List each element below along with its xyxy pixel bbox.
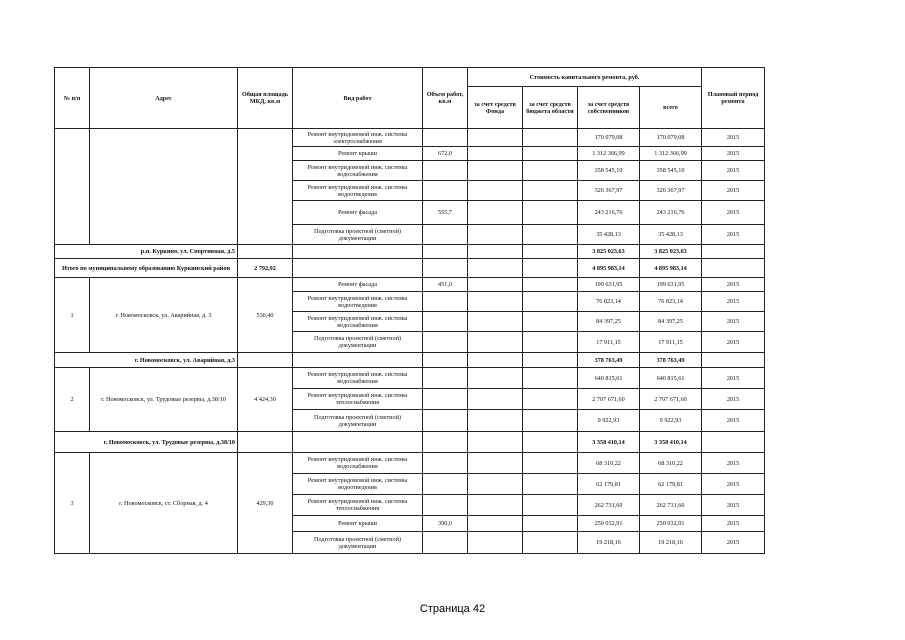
area-cell — [238, 129, 293, 245]
region-total-area: 2 792,92 — [238, 259, 293, 278]
fund-cell — [468, 129, 523, 147]
period-cell: 2015 — [702, 129, 765, 147]
period-cell: 2015 — [702, 292, 765, 312]
own-funds-cell: 199 631,95 — [578, 278, 640, 292]
subtotal-address-cell: г. Новомосковск, ул. Трудовые резервы, д.38/10 — [55, 432, 238, 453]
own-funds-cell: 326 367,97 — [578, 181, 640, 201]
fund-cell — [468, 495, 523, 516]
period-cell: 2015 — [702, 410, 765, 432]
area-cell — [238, 432, 293, 453]
header-budget: за счет средств бюджета области — [523, 87, 578, 129]
work-type-cell — [293, 259, 423, 278]
budget-cell — [523, 181, 578, 201]
total-cell: 170 079,08 — [640, 129, 702, 147]
volume-cell: 555,7 — [423, 201, 468, 225]
address-cell: г. Новомосковск, ул. Аварийная, д. 3 — [90, 278, 238, 353]
period-cell: 2015 — [702, 147, 765, 161]
period-cell: 2015 — [702, 516, 765, 532]
budget-cell — [523, 474, 578, 495]
subtotal-address-cell: г. Новомосковск, ул. Аварийная, д.3 — [55, 353, 238, 368]
own-funds-cell: 35 428,13 — [578, 225, 640, 245]
own-funds-cell: 170 079,08 — [578, 129, 640, 147]
address-subtotal-row — [55, 245, 765, 259]
period-cell: 2015 — [702, 312, 765, 332]
period-cell: 2015 — [702, 453, 765, 474]
volume-cell — [423, 161, 468, 181]
budget-cell — [523, 368, 578, 389]
period-cell: 2015 — [702, 225, 765, 245]
volume-cell — [423, 389, 468, 410]
own-funds-cell: 3 358 410,14 — [578, 432, 640, 453]
volume-cell: 390,0 — [423, 516, 468, 532]
budget-cell — [523, 292, 578, 312]
budget-cell — [523, 410, 578, 432]
address-cell: г. Новомосковск, ул. Трудовые резервы, д.38/10 — [90, 368, 238, 432]
volume-cell — [423, 353, 468, 368]
work-type-cell: Ремонт крыши — [293, 516, 423, 532]
period-cell: 2015 — [702, 181, 765, 201]
volume-cell — [423, 453, 468, 474]
fund-cell — [468, 225, 523, 245]
budget-cell — [523, 225, 578, 245]
own-funds-cell: 76 823,14 — [578, 292, 640, 312]
fund-cell — [468, 181, 523, 201]
area-cell: 429,30 — [238, 453, 293, 554]
work-type-cell: Ремонт внутридомовой инж. системы водоотведения — [293, 292, 423, 312]
volume-cell — [423, 292, 468, 312]
work-type-cell — [293, 353, 423, 368]
own-funds-cell: 1 312 366,99 — [578, 147, 640, 161]
fund-cell — [468, 312, 523, 332]
total-cell: 199 631,95 — [640, 278, 702, 292]
area-cell — [238, 245, 293, 259]
header-row — [55, 68, 765, 87]
budget-cell — [523, 312, 578, 332]
header-area: Общая площадь МКД, кв.м — [238, 68, 293, 129]
region-total-own: 4 895 983,14 — [578, 259, 640, 278]
fund-cell — [468, 259, 523, 278]
volume-cell — [423, 312, 468, 332]
work-type-cell: Подготовка проектной (сметной) документации — [293, 332, 423, 353]
work-type-cell: Ремонт фасада — [293, 201, 423, 225]
work-type-cell: Ремонт фасада — [293, 278, 423, 292]
volume-cell — [423, 410, 468, 432]
fund-cell — [468, 432, 523, 453]
period-cell: 2015 — [702, 495, 765, 516]
subtotal-address-cell: р.п. Куркино, ул. Спортивная, д.5 — [55, 245, 238, 259]
volume-cell: 451,0 — [423, 278, 468, 292]
work-type-cell: Ремонт внутридомовой инж. системы водоотведения — [293, 181, 423, 201]
own-funds-cell: 262 731,60 — [578, 495, 640, 516]
budget-cell — [523, 161, 578, 181]
own-funds-cell: 84 397,25 — [578, 312, 640, 332]
volume-cell — [423, 225, 468, 245]
own-funds-cell: 17 911,15 — [578, 332, 640, 353]
period-cell: 2015 — [702, 368, 765, 389]
address-subtotal-row — [55, 353, 765, 368]
fund-cell — [468, 532, 523, 554]
total-cell: 262 731,60 — [640, 495, 702, 516]
header-work-type: Вид работ — [293, 68, 423, 129]
header-volume: Объем работ, кв.м — [423, 68, 468, 129]
num-cell — [55, 129, 90, 245]
total-cell: 243 216,76 — [640, 201, 702, 225]
area-cell: 4 424,30 — [238, 368, 293, 432]
volume-cell — [423, 474, 468, 495]
total-cell: 326 367,97 — [640, 181, 702, 201]
period-cell: 2015 — [702, 201, 765, 225]
repair-plan-table — [54, 67, 765, 554]
fund-cell — [468, 389, 523, 410]
own-funds-cell: 243 216,76 — [578, 201, 640, 225]
volume-cell — [423, 332, 468, 353]
header-period: Плановый период ремонта — [702, 68, 765, 129]
own-funds-cell: 378 763,49 — [578, 353, 640, 368]
period-cell — [702, 353, 765, 368]
volume-cell — [423, 259, 468, 278]
header-fund: за счет средств Фонда — [468, 87, 523, 129]
total-cell: 19 218,16 — [640, 532, 702, 554]
total-cell: 2 707 671,60 — [640, 389, 702, 410]
header-total: всего — [640, 87, 702, 129]
fund-cell — [468, 332, 523, 353]
budget-cell — [523, 147, 578, 161]
work-type-cell: Ремонт внутридомовой инж. системы водоснабжения — [293, 453, 423, 474]
budget-cell — [523, 201, 578, 225]
period-cell — [702, 432, 765, 453]
header-address: Адрес — [90, 68, 238, 129]
total-cell: 84 397,25 — [640, 312, 702, 332]
total-cell: 1 312 366,99 — [640, 147, 702, 161]
work-type-cell: Подготовка проектной (сметной) документации — [293, 225, 423, 245]
period-cell: 2015 — [702, 389, 765, 410]
own-funds-cell: 3 825 023,63 — [578, 245, 640, 259]
fund-cell — [468, 161, 523, 181]
table-row — [55, 129, 765, 147]
budget-cell — [523, 516, 578, 532]
fund-cell — [468, 278, 523, 292]
own-funds-cell: 2 707 671,60 — [578, 389, 640, 410]
total-cell: 9 922,93 — [640, 410, 702, 432]
page-number: Страница 42 — [419, 603, 486, 615]
period-cell: 2015 — [702, 278, 765, 292]
budget-cell — [523, 389, 578, 410]
own-funds-cell: 250 032,91 — [578, 516, 640, 532]
total-cell: 62 179,81 — [640, 474, 702, 495]
fund-cell — [468, 410, 523, 432]
work-type-cell: Ремонт внутридомовой инж. системы водоотведения — [293, 474, 423, 495]
own-funds-cell: 19 218,16 — [578, 532, 640, 554]
budget-cell — [523, 532, 578, 554]
header-own: за счет средств собственников — [578, 87, 640, 129]
table-row — [55, 453, 765, 474]
num-cell: 3 — [55, 453, 90, 554]
volume-cell — [423, 181, 468, 201]
own-funds-cell: 9 922,93 — [578, 410, 640, 432]
volume-cell: 672,0 — [423, 147, 468, 161]
work-type-cell: Ремонт внутридомовой инж. системы теплоснабжения — [293, 389, 423, 410]
own-funds-cell: 640 815,61 — [578, 368, 640, 389]
total-cell: 17 911,15 — [640, 332, 702, 353]
area-cell — [238, 353, 293, 368]
period-cell: 2015 — [702, 532, 765, 554]
total-cell: 3 358 410,14 — [640, 432, 702, 453]
own-funds-cell: 68 310,22 — [578, 453, 640, 474]
work-type-cell: Ремонт внутридомовой инж. системы теплоснабжения — [293, 495, 423, 516]
area-cell: 530,40 — [238, 278, 293, 353]
work-type-cell: Подготовка проектной (сметной) документации — [293, 410, 423, 432]
own-funds-cell: 358 545,10 — [578, 161, 640, 181]
num-cell: 1 — [55, 278, 90, 353]
total-cell: 250 032,91 — [640, 516, 702, 532]
volume-cell — [423, 495, 468, 516]
budget-cell — [523, 332, 578, 353]
work-type-cell: Ремонт внутридомовой инж. системы водоснабжения — [293, 368, 423, 389]
total-cell: 640 815,61 — [640, 368, 702, 389]
volume-cell — [423, 368, 468, 389]
period-cell: 2015 — [702, 161, 765, 181]
budget-cell — [523, 432, 578, 453]
fund-cell — [468, 453, 523, 474]
volume-cell — [423, 245, 468, 259]
total-cell: 358 545,10 — [640, 161, 702, 181]
fund-cell — [468, 292, 523, 312]
num-cell: 2 — [55, 368, 90, 432]
budget-cell — [523, 259, 578, 278]
fund-cell — [468, 245, 523, 259]
work-type-cell: Ремонт внутридомовой инж. системы водоснабжения — [293, 161, 423, 181]
budget-cell — [523, 129, 578, 147]
budget-cell — [523, 353, 578, 368]
fund-cell — [468, 201, 523, 225]
address-subtotal-row — [55, 432, 765, 453]
total-cell: 76 823,14 — [640, 292, 702, 312]
total-cell: 3 825 023,63 — [640, 245, 702, 259]
total-cell: 68 310,22 — [640, 453, 702, 474]
work-type-cell — [293, 432, 423, 453]
period-cell: 2015 — [702, 474, 765, 495]
table-row — [55, 278, 765, 292]
address-cell: г. Новомосковск, ст. Сборная, д. 4 — [90, 453, 238, 554]
budget-cell — [523, 245, 578, 259]
region-total-label: Итого по муниципальному образованию Куркинский район — [55, 259, 238, 278]
work-type-cell: Ремонт внутридомовой инж. системы электроснабжения — [293, 129, 423, 147]
total-cell: 378 763,49 — [640, 353, 702, 368]
budget-cell — [523, 278, 578, 292]
region-total-row — [55, 259, 765, 278]
total-cell: 35 428,13 — [640, 225, 702, 245]
work-type-cell: Ремонт внутридомовой инж. системы водоснабжения — [293, 312, 423, 332]
budget-cell — [523, 495, 578, 516]
budget-cell — [523, 453, 578, 474]
fund-cell — [468, 353, 523, 368]
work-type-cell — [293, 245, 423, 259]
fund-cell — [468, 516, 523, 532]
period-cell: 2015 — [702, 332, 765, 353]
header-num: № п/п — [55, 68, 90, 129]
period-cell — [702, 245, 765, 259]
work-type-cell: Подготовка проектной (сметной) документации — [293, 532, 423, 554]
fund-cell — [468, 368, 523, 389]
region-total-sum: 4 895 983,14 — [640, 259, 702, 278]
address-cell — [90, 129, 238, 245]
work-type-cell: Ремонт крыши — [293, 147, 423, 161]
fund-cell — [468, 474, 523, 495]
own-funds-cell: 62 179,81 — [578, 474, 640, 495]
volume-cell — [423, 532, 468, 554]
table-row — [55, 368, 765, 389]
period-cell — [702, 259, 765, 278]
fund-cell — [468, 147, 523, 161]
volume-cell — [423, 129, 468, 147]
volume-cell — [423, 432, 468, 453]
header-cost-group: Стоимость капитального ремонта, руб. — [468, 68, 702, 87]
